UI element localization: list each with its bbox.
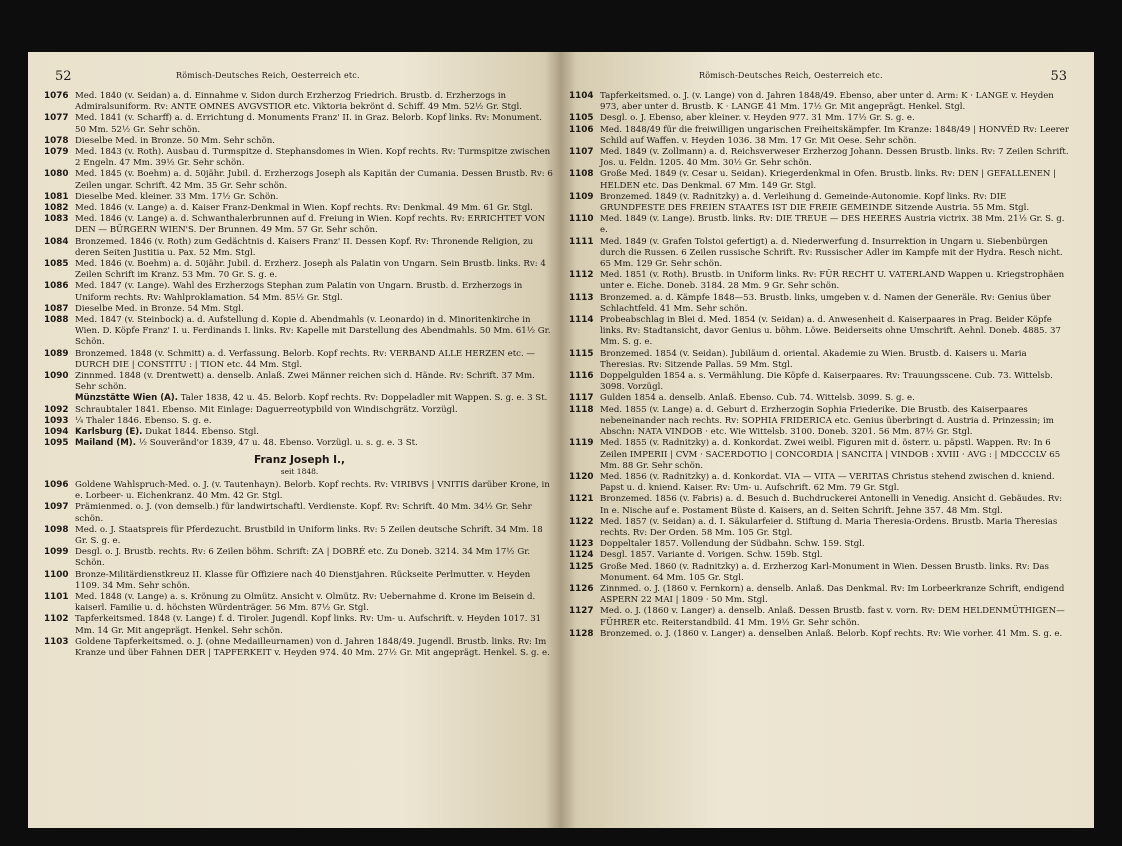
mint-name: Karlsburg (E).	[75, 427, 143, 438]
lot-number: 1093	[44, 415, 69, 426]
catalog-entry	[569, 371, 1070, 393]
catalog-entry	[569, 169, 1070, 191]
entry-description: Med. 1849 (v. Lange). Brustb. links. Rv: DIE TREUE — DES HEERES Austria victrix. 38 Mm. 21½ Gr. S. g. e.	[600, 214, 1065, 236]
entry-list	[44, 91, 555, 450]
entry-text	[600, 214, 1070, 236]
entry-description: Desgl. 1857. Variante d. Vorigen. Schw. 159b. Stgl.	[600, 550, 823, 561]
catalog-entry	[44, 502, 555, 524]
catalog-entry	[44, 203, 555, 214]
lot-number: 1120	[569, 471, 594, 482]
lot-number: 1125	[569, 561, 594, 572]
catalog-entry	[569, 539, 1070, 550]
entry-description: Med. 1848 (v. Lange) a. s. Krönung zu Olmütz. Ansicht v. Olmütz. Rv: Uebernahme d. Krone im Beisein d. kaiserl. Familie u. d. höchsten Würdenträger. 56 Mm. 87½ Gr. Stgl.	[75, 591, 536, 614]
entry-description: Gulden 1854 a. denselb. Anlaß. Ebenso. Cub. 74. Wittelsb. 3099. S. g. e.	[600, 393, 915, 404]
running-head: Römisch-Deutsches Reich, Oesterreich etc.	[699, 71, 883, 80]
lot-number: 1082	[44, 203, 69, 214]
lot-number: 1104	[569, 91, 594, 101]
entry-description: Bronzemed. 1856 (v. Fabris) a. d. Besuch d. Buchdruckerei Antonelli in Venedig. Ansicht d. Gebäudes. Rv: In e. Nische auf e. Postament Büste d. Kaisers, an d. Seiten Schrift. Jehne 357. 48 Mm. Stgl.	[600, 494, 1063, 516]
lot-number: 1085	[44, 259, 69, 270]
lot-number: 1128	[569, 628, 594, 639]
lot-number: 1078	[44, 135, 69, 146]
lot-number: 1092	[44, 404, 69, 415]
lot-number: 1097	[44, 502, 69, 513]
lot-number: 1089	[44, 348, 69, 359]
catalog-entry	[569, 438, 1070, 472]
entry-text	[75, 349, 555, 371]
catalog-entry	[569, 562, 1070, 584]
lot-number	[44, 393, 75, 404]
entry-text	[75, 192, 555, 203]
lot-number: 1102	[44, 614, 69, 625]
entry-text	[75, 393, 555, 404]
entry-text	[600, 113, 1070, 124]
catalog-entry	[569, 629, 1070, 640]
entry-text	[75, 480, 555, 502]
lot-number: 1095	[44, 438, 69, 449]
catalog-entry	[44, 169, 555, 191]
entry-description: Tapferkeitsmed. 1848 (v. Lange) f. d. Tiroler. Jugendl. Kopf links. Rv: Um- u. Aufschrift. v. Heyden 1017. 31 Mm. 14 Gr. Mit angeprägt. Henkel. Sehr schön.	[75, 614, 542, 636]
lot-number: 1086	[44, 281, 69, 292]
entry-description: Bronzemed. 1848 (v. Schmitt) a. d. Verfassung. Belorb. Kopf rechts. Rv: VERBAND ALLE HERZEN etc. — DURCH DIE | CONSTITU : | TION etc. 44 Mm. Stgl.	[75, 348, 536, 370]
catalog-entry	[44, 438, 555, 449]
catalog-entry	[569, 293, 1070, 315]
catalog-entry	[569, 405, 1070, 439]
catalog-entry	[569, 91, 1070, 113]
entry-description: Med. 1848/49 für die freiwilligen ungarischen Freiheitskämpfer. Im Kranze: 1848/49 | HONVÉD Rv: Leerer Schild auf Waffen. v. Heyden 1036. 38 Mm. 17 Gr. Mit Oese. Sehr schön.	[600, 124, 1069, 146]
entry-text	[75, 169, 555, 191]
catalog-entry	[44, 349, 555, 371]
mint-name: Münzstätte Wien (A).	[75, 393, 178, 404]
entry-description: Probeabschlag in Blei d. Med. 1854 (v. Seidan) a. d. Anwesenheit d. Kaiserpaares in Prag. Beider Köpfe links. Rv: Stadtansicht, davor Genius u. böhm. Löwe. Beiderseits ohne Umschrift. Aehnl. Doneb. 4885. 37 Mm. S. g. e.	[600, 315, 1061, 348]
entry-description: Schraubtaler 1841. Ebenso. Mit Einlage: Daguerreotypbild von Windischgrätz. Vorzügl.	[75, 404, 458, 415]
lot-number: 1096	[44, 479, 69, 490]
mint-name: Mailand (M).	[75, 438, 136, 449]
catalog-entry	[44, 214, 555, 236]
lot-number: 1121	[569, 494, 594, 505]
entry-text	[75, 570, 555, 592]
catalog-entry	[569, 125, 1070, 147]
entry-text	[75, 547, 555, 569]
entry-list	[569, 91, 1070, 640]
entry-description: Bronzemed. 1849 (v. Radnitzky) a. d. Verleihung d. Gemeinde-Autonomie. Kopf links. Rv: DIE GRUNDFESTE DES FREIEN STAATES IST DIE FREIE GEMEINDE Sitzende Austria. 55 Mm. Stgl.	[600, 191, 1030, 214]
catalog-entry	[44, 113, 555, 135]
entry-description: Med. 1855 (v. Lange) a. d. Geburt d. Erzherzogin Sophia Friederike. Die Brustb. des Kaiserpaares nebeneinander nach rechts. Rv: SOPHIA FRIDERICA etc. Genius überbringt d. Austria d. Prinzessin; im Abschn: NATA VINDOB · etc. Wie Wittelsb. 3100. Doneb. 3201. 56 Mm. 87½ Gr. Stgl.	[600, 404, 1054, 438]
entry-text	[600, 91, 1070, 113]
catalog-entry	[44, 405, 555, 416]
lot-number: 1094	[44, 427, 69, 438]
lot-number: 1123	[569, 539, 594, 550]
entry-description: Desgl. o. J. Brustb. rechts. Rv: 6 Zeilen böhm. Schrift: ZA | DOBRÉ etc. Zu Doneb. 3214. 34 Mm 17½ Gr. Schön.	[75, 547, 531, 569]
entry-text	[600, 371, 1070, 393]
entry-description: Med. 1857 (v. Seidan) a. d. I. Säkularfeier d. Stiftung d. Maria Theresia-Ordens. Brustb. Maria Theresias rechts. Rv: Der Orden. 58 Mm. 105 Gr. Stgl.	[600, 516, 1058, 538]
entry-text	[600, 494, 1070, 516]
entry-description: Doppelgulden 1854 a. s. Vermählung. Die Köpfe d. Kaiserpaares. Rv: Trauungsscene. Cub. 73. Wittelsb. 3098. Vorzügl.	[600, 371, 1053, 393]
entry-description: Dieselbe Med. in Bronze. 54 Mm. Stgl.	[75, 303, 244, 314]
entry-text	[75, 592, 555, 614]
lot-number: 1087	[44, 303, 69, 314]
entry-description: Med. 1856 (v. Radnitzky) a. d. Konkordat. VIA — VITA — VERITAS Christus stehend zwischen d. kniend. Papst u. d. kniend. Kaiser. Rv: Um- u. Aufschrift. 62 Mm. 79 Gr. Stgl.	[600, 471, 1055, 494]
entry-text	[75, 237, 555, 259]
entry-text	[75, 614, 555, 636]
entry-description: Große Med. 1849 (v. Cesar u. Seidan). Kriegerdenkmal in Ofen. Brustb. links. Rv: DEN | GEFALLENEN | HELDEN etc. Das Denkmal. 67 Mm. 149 Gr. Stgl.	[600, 169, 1057, 191]
entry-text	[75, 427, 555, 438]
lot-number: 1117	[569, 393, 594, 404]
entry-description: Med. 1849 (v. Grafen Tolstoi gefertigt) a. d. Niederwerfung d. Insurrektion in Ungarn u. Siebenbürgen durch die Russen. 6 Zeilen russische Schrift. Rv: Russischer Adler im Kampfe mit der Hydra. Resch nicht. 65 Mm. 129 Gr. Sehr schön.	[600, 236, 1063, 270]
lot-number: 1115	[569, 348, 594, 359]
entry-description: Prämienmed. o. J. (von demselb.) für landwirtschaftl. Verdienste. Kopf. Rv: Schrift. 40 Mm. 34½ Gr. Sehr schön.	[75, 502, 532, 524]
entry-description: Med. 1841 (v. Scharff) a. d. Errichtung d. Monuments Franz' II. in Graz. Belorb. Kopf links. Rv: Monument. 50 Mm. 52½ Gr. Sehr schön.	[75, 113, 542, 135]
entry-text	[600, 606, 1070, 628]
entry-description: ¼ Thaler 1846. Ebenso. S. g. e.	[75, 415, 212, 426]
right-page	[561, 52, 1094, 828]
entry-description: Zinnmed. o. J. (1860 v. Fernkorn) a. denselb. Anlaß. Das Denkmal. Rv: Im Lorbeerkranze Schrift, endigend ASPERN 22 MAI | 1809 · 50 Mm. Stgl.	[600, 583, 1065, 606]
entry-text	[75, 259, 555, 281]
entry-text	[600, 237, 1070, 271]
catalog-entry	[569, 270, 1070, 292]
entry-description: Med. 1846 (v. Boehm) a. d. 50jähr. Jubil. d. Erzherz. Joseph als Palatin von Ungarn. Sein Brustb. links. Rv: 4 Zeilen Schrift im Kranz. 53 Mm. 70 Gr. S. g. e.	[75, 259, 546, 281]
entry-text	[600, 270, 1070, 292]
entry-text	[600, 349, 1070, 371]
lot-number: 1114	[569, 315, 594, 326]
lot-number: 1084	[44, 236, 69, 247]
catalog-entry	[44, 570, 555, 592]
lot-number: 1110	[569, 214, 594, 225]
entry-text	[75, 214, 555, 236]
entry-description: Med. 1851 (v. Roth). Brustb. in Uniform links. Rv: FÜR RECHT U. VATERLAND Wappen u. Kriegstrophäen unter e. Eiche. Doneb. 3184. 28 Mm. 9 Gr. Sehr schön.	[600, 270, 1065, 292]
entry-text	[75, 281, 555, 303]
entry-text	[600, 517, 1070, 539]
entry-description: Med. 1855 (v. Radnitzky) a. d. Konkordat. Zwei weibl. Figuren mit d. österr. u. päpstl. Wappen. Rv: In 6 Zeilen IMPERII | CVM · SACERDOTIO | CONCORDIA | SANCITA | VINDOB : XVIII · AVG : | MDCCCLV 65 Mm. 88 Gr. Sehr schön.	[600, 438, 1061, 471]
entry-description: Goldene Wahlspruch-Med. o. J. (v. Tautenhayn). Belorb. Kopf rechts. Rv: VIRIBVS | VNITIS darüber Krone, in e. Lorbeer- u. Eichenkranz. 40 Mm. 42 Gr. Stgl.	[75, 479, 550, 502]
catalog-entry	[44, 416, 555, 427]
catalog-entry	[569, 494, 1070, 516]
entry-description: Med. 1846 (v. Lange) a. d. Schwanthalerbrunnen auf d. Freiung in Wien. Kopf rechts. Rv: ERRICHTET VON DEN — BÜRGERN WIEN'S. Der Brunnen. 49 Mm. 57 Gr. Sehr schön.	[75, 214, 546, 236]
entry-text	[600, 562, 1070, 584]
catalog-entry	[44, 480, 555, 502]
entry-text	[75, 304, 555, 315]
lot-number: 1101	[44, 591, 69, 602]
catalog-entry	[569, 550, 1070, 561]
entry-text	[75, 416, 555, 427]
lot-number: 1090	[44, 371, 69, 382]
book-spread	[28, 52, 1094, 828]
catalog-entry	[44, 393, 555, 404]
catalog-entry	[569, 237, 1070, 271]
catalog-entry	[569, 472, 1070, 494]
entry-description: Tapferkeitsmed. o. J. (v. Lange) von d. Jahren 1848/49. Ebenso, aber unter d. Arm: K · LANGE v. Heyden 973, aber unter d. Brustb. K · LANGE 41 Mm. 17½ Gr. Mit angeprägt. Henkel. Stgl.	[600, 91, 1054, 113]
entry-text	[600, 125, 1070, 147]
entry-description: ½ Souveränd'or 1839, 47 u. 48. Ebenso. Vorzügl. u. s. g. e. 3 St.	[135, 438, 418, 449]
lot-number: 1126	[569, 583, 594, 594]
catalog-entry	[44, 525, 555, 547]
lot-number: 1099	[44, 547, 69, 558]
catalog-entry	[44, 237, 555, 259]
entry-description: Med. o. J. (1860 v. Langer) a. denselb. Anlaß. Dessen Brustb. fast v. vorn. Rv: DEM HELDENMÜTHIGEN—FÜHRER etc. Reiterstandbild. 41 Mm. 19½ Gr. Sehr schön.	[600, 606, 1065, 628]
entry-text	[600, 539, 1070, 550]
lot-number: 1100	[44, 569, 69, 580]
catalog-entry	[44, 136, 555, 147]
entry-description: Med. 1843 (v. Roth). Ausbau d. Turmspitze d. Stephansdomes in Wien. Kopf rechts. Rv: Turmspitze zwischen 2 Engeln. 47 Mm. 39½ Gr. Sehr schön.	[75, 147, 551, 169]
catalog-entry	[569, 606, 1070, 628]
entry-list	[44, 480, 555, 659]
catalog-entry	[569, 113, 1070, 124]
left-column	[44, 91, 555, 659]
entry-description: Taler 1838, 42 u. 45. Belorb. Kopf rechts. Rv: Doppeladler mit Wappen. S. g. e. 3 St.	[177, 393, 548, 404]
entry-text	[600, 169, 1070, 191]
entry-description: Med. 1846 (v. Lange) a. d. Kaiser Franz-Denkmal in Wien. Kopf rechts. Rv: Denkmal. 49 Mm. 61 Gr. Stgl.	[75, 203, 533, 214]
entry-description: Bronzemed. 1854 (v. Seidan). Jubiläum d. oriental. Akademie zu Wien. Brustb. d. Kaisers u. Maria Theresias. Rv: Sitzende Pallas. 59 Mm. Stgl.	[600, 348, 1027, 370]
entry-description: Große Med. 1860 (v. Radnitzky) a. d. Erzherzog Karl-Monument in Wien. Dessen Brustb. links. Rv: Das Monument. 64 Mm. 105 Gr. Stgl.	[600, 561, 1049, 583]
entry-description: Desgl. o. J. Ebenso, aber kleiner. v. Heyden 977. 31 Mm. 17½ Gr. S. g. e.	[600, 113, 915, 124]
catalog-entry	[44, 315, 555, 349]
entry-text	[75, 147, 555, 169]
page-number: 53	[1050, 69, 1067, 84]
entry-description: Goldene Tapferkeitsmed. o. J. (ohne Medailleurnamen) von d. Jahren 1848/49. Jugendl. Brustb. links. Rv: Im Kranze und über Fahnen DER | TAPFERKEIT v. Heyden 974. 40 Mm. 27½ Gr. Mit angeprägt. Henkel. S. g. e.	[75, 636, 550, 658]
lot-number: 1116	[569, 371, 594, 382]
entry-text	[600, 405, 1070, 439]
lot-number: 1122	[569, 516, 594, 527]
entry-text	[75, 405, 555, 416]
catalog-entry	[569, 393, 1070, 404]
lot-number: 1111	[569, 236, 594, 247]
catalog-entry	[44, 281, 555, 303]
lot-number: 1112	[569, 270, 594, 281]
catalog-entry	[44, 427, 555, 438]
entry-description: Zinnmed. 1848 (v. Drentwett) a. denselb. Anlaß. Zwei Männer reichen sich d. Hände. Rv: Schrift. 37 Mm. Sehr schön.	[75, 371, 535, 393]
entry-text	[75, 315, 555, 349]
entry-description: Med. 1849 (v. Zollmann) a. d. Reichsverweser Erzherzog Johann. Dessen Brustb. links. Rv: 7 Zeilen Schrift. Jos. u. Feldn. 1205. 40 Mm. 30½ Gr. Sehr schön.	[600, 147, 1069, 169]
lot-number: 1080	[44, 169, 69, 180]
entry-text	[75, 637, 555, 659]
entry-text	[600, 393, 1070, 404]
lot-number: 1077	[44, 113, 69, 124]
lot-number: 1106	[569, 124, 594, 135]
lot-number: 1119	[569, 438, 594, 449]
entry-description: Dieselbe Med. in Bronze. 50 Mm. Sehr schön.	[75, 135, 275, 146]
lot-number: 1076	[44, 91, 69, 101]
lot-number: 1108	[569, 169, 594, 180]
entry-description: Med. 1847 (v. Lange). Wahl des Erzherzogs Stephan zum Palatin von Ungarn. Brustb. d. Erzherzogs in Uniform rechts. Rv: Wahlproklamation. 54 Mm. 85½ Gr. Stgl.	[75, 281, 523, 303]
entry-description: Med. 1847 (v. Steinbock) a. d. Aufstellung d. Kopie d. Abendmahls (v. Leonardo) in d. Minoritenkirche in Wien. D. Köpfe Franz' I. u. Ferdinands I. links. Rv: Kapelle mit Darstellung des Abendmahls. 50 Mm. 61½ Gr. Schön.	[75, 315, 551, 348]
lot-number: 1107	[569, 147, 594, 158]
lot-number: 1088	[44, 315, 69, 326]
lot-number: 1127	[569, 606, 594, 617]
entry-text	[600, 293, 1070, 315]
catalog-entry	[44, 371, 555, 393]
section-title: Franz Joseph I.,	[253, 453, 346, 466]
entry-description: Dukat 1844. Ebenso. Stgl.	[142, 427, 260, 438]
lot-number: 1103	[44, 636, 69, 647]
entry-description: Bronzemed. 1846 (v. Roth) zum Gedächtnis d. Kaisers Franz' II. Dessen Kopf. Rv: Thronende Religion, zu deren Seiten Justitia u. Pax. 52 Mm. Stgl.	[75, 236, 534, 258]
page-number: 52	[55, 69, 72, 84]
entry-text	[75, 371, 555, 393]
lot-number: 1083	[44, 214, 69, 225]
catalog-entry	[44, 91, 555, 113]
catalog-entry	[44, 304, 555, 315]
section-subtitle: seit 1848.	[280, 466, 319, 476]
catalog-entry	[569, 214, 1070, 236]
lot-number: 1109	[569, 191, 594, 202]
catalog-entry	[569, 584, 1070, 606]
catalog-entry	[569, 147, 1070, 169]
lot-number: 1124	[569, 550, 594, 561]
entry-text	[75, 502, 555, 524]
entry-text	[600, 315, 1070, 349]
catalog-entry	[569, 192, 1070, 214]
catalog-entry	[569, 349, 1070, 371]
entry-description: Bronze-Militärdienstkreuz II. Klasse für Offiziere nach 40 Dienstjahren. Rückseite Perlmutter. v. Heyden 1109. 34 Mm. Sehr schön.	[75, 569, 531, 591]
entry-text	[600, 584, 1070, 606]
lot-number: 1098	[44, 524, 69, 535]
catalog-entry	[44, 147, 555, 169]
lot-number: 1113	[569, 292, 594, 303]
left-page	[28, 52, 561, 828]
lot-number: 1105	[569, 113, 594, 124]
entry-text	[600, 438, 1070, 472]
catalog-entry	[44, 592, 555, 614]
entry-description: Dieselbe Med. kleiner. 33 Mm. 17½ Gr. Schön.	[75, 191, 279, 202]
lot-number: 1118	[569, 404, 594, 415]
catalog-entry	[569, 517, 1070, 539]
entry-text	[75, 525, 555, 547]
entry-text	[75, 136, 555, 147]
catalog-entry	[569, 315, 1070, 349]
entry-description: Doppeltaler 1857. Vollendung der Südbahn. Schw. 159. Stgl.	[600, 539, 865, 550]
entry-description: Med. 1840 (v. Seidan) a. d. Einnahme v. Sidon durch Erzherzog Friedrich. Brustb. d. Erzherzogs in Admiralsuniform. Rv: ANTE OMNES AVGVSTIOR etc. Viktoria bekrönt d. Schiff. 49 Mm. 52½ Gr. Stgl.	[75, 91, 522, 113]
catalog-entry	[44, 614, 555, 636]
entry-text	[600, 629, 1070, 640]
entry-text	[600, 192, 1070, 214]
entry-description: Bronzemed. o. J. (1860 v. Langer) a. denselben Anlaß. Belorb. Kopf rechts. Rv: Wie vorher. 41 Mm. S. g. e.	[600, 628, 1063, 639]
entry-description: Bronzemed. a. d. Kämpfe 1848—53. Brustb. links, umgeben v. d. Namen der Generäle. Rv: Genius über Schlachtfeld. 41 Mm. Sehr schön.	[600, 292, 1051, 314]
entry-description: Med. o. J. Staatspreis für Pferdezucht. Brustbild in Uniform links. Rv: 5 Zeilen deutsche Schrift. 34 Mm. 18 Gr. S. g. e.	[75, 524, 543, 546]
entry-text	[75, 203, 555, 214]
entry-text	[600, 472, 1070, 494]
entry-description: Med. 1845 (v. Boehm) a. d. 50jähr. Jubil. d. Erzherzogs Joseph als Kapitän der Cumania. Dessen Brustb. Rv: 6 Zeilen ungar. Schrift. 42 Mm. 35 Gr. Sehr schön.	[75, 169, 553, 191]
lot-number: 1081	[44, 191, 69, 202]
entry-text	[600, 147, 1070, 169]
entry-text	[75, 113, 555, 135]
entry-text	[600, 550, 1070, 561]
catalog-entry	[44, 192, 555, 203]
lot-number: 1079	[44, 147, 69, 158]
catalog-entry	[44, 547, 555, 569]
entry-text	[75, 91, 555, 113]
entry-text	[75, 438, 555, 449]
right-column	[569, 91, 1070, 640]
running-head: Römisch-Deutsches Reich, Oesterreich etc.	[176, 71, 360, 80]
catalog-entry	[44, 637, 555, 659]
catalog-entry	[44, 259, 555, 281]
